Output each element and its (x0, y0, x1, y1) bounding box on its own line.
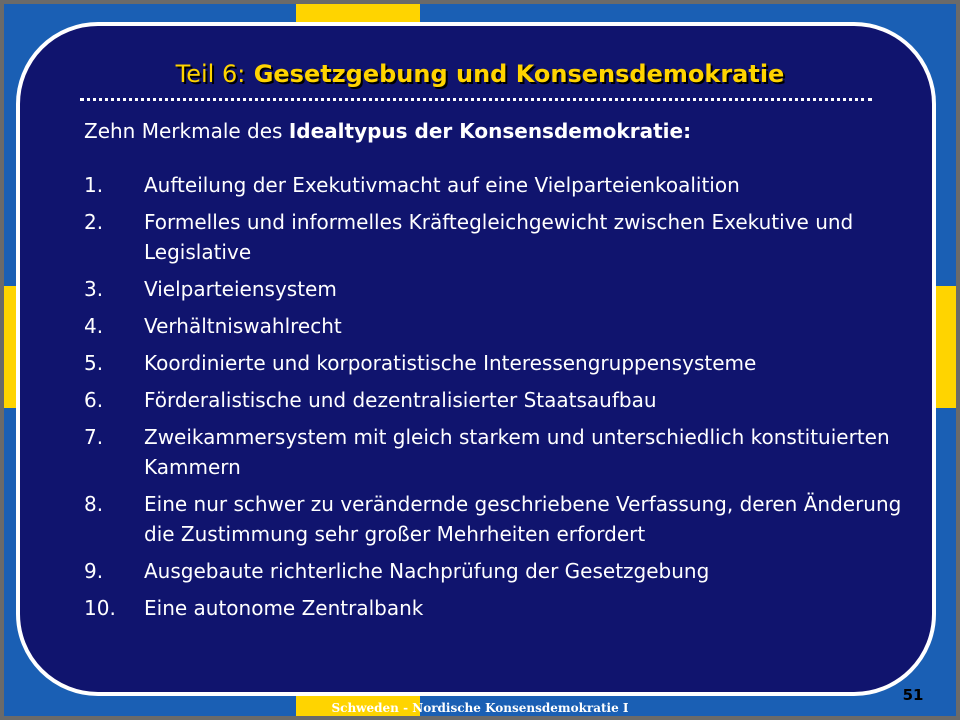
list-item-text: Förderalistische und dezentralisierter Staatsaufbau (144, 388, 657, 412)
list-item (84, 422, 904, 482)
footer-text: Schweden - Nordische Konsensdemokratie I (331, 701, 629, 715)
list-item-number: 9. (84, 559, 104, 583)
list-item (84, 385, 904, 415)
list-item (84, 274, 904, 304)
list-item-number: 7. (84, 425, 104, 449)
intro-bold: Idealtypus der Konsensdemokratie: (288, 119, 692, 143)
list-item (84, 593, 904, 623)
intro-plain: Zehn Merkmale des (84, 119, 283, 143)
list-item (84, 311, 904, 341)
list-item (84, 170, 904, 200)
list-item-number: 6. (84, 388, 104, 412)
list-item-text: Eine autonome Zentralbank (144, 596, 424, 620)
list-item-number: 10. (84, 596, 116, 620)
list-item-number: 4. (84, 314, 104, 338)
criteria-list (84, 170, 904, 630)
list-item-number: 1. (84, 173, 104, 197)
list-item-number: 8. (84, 492, 104, 516)
title-main: Gesetzgebung und Konsensdemokratie (253, 60, 785, 88)
list-item-text: Zweikammersystem mit gleich starkem und unterschiedlich konstituierten Kammern (144, 425, 890, 479)
list-item-text: Eine nur schwer zu verändernde geschriebene Verfassung, deren Änderung die Zustimmung sehr großer Mehrheiten erfordert (144, 492, 902, 546)
list-item (84, 348, 904, 378)
list-item-number: 2. (84, 210, 104, 234)
list-item (84, 489, 904, 549)
list-item-text: Vielparteiensystem (144, 277, 337, 301)
list-item-text: Koordinierte und korporatistische Interessengruppensysteme (144, 351, 757, 375)
intro-text (84, 119, 691, 143)
list-item-number: 5. (84, 351, 104, 375)
list-item (84, 556, 904, 586)
list-item-text: Formelles und informelles Kräftegleichgewicht zwischen Exekutive und Legislative (144, 210, 854, 264)
list-item-number: 3. (84, 277, 104, 301)
list-item-text: Verhältniswahlrecht (144, 314, 342, 338)
list-item-text: Ausgebaute richterliche Nachprüfung der Gesetzgebung (144, 559, 710, 583)
title-lead: Teil 6: (175, 60, 246, 88)
page-number: 51 (902, 686, 924, 704)
slide-title (0, 60, 960, 88)
title-divider (80, 98, 872, 101)
list-item-text: Aufteilung der Exekutivmacht auf eine Vielparteienkoalition (144, 173, 740, 197)
list-item (84, 207, 904, 267)
